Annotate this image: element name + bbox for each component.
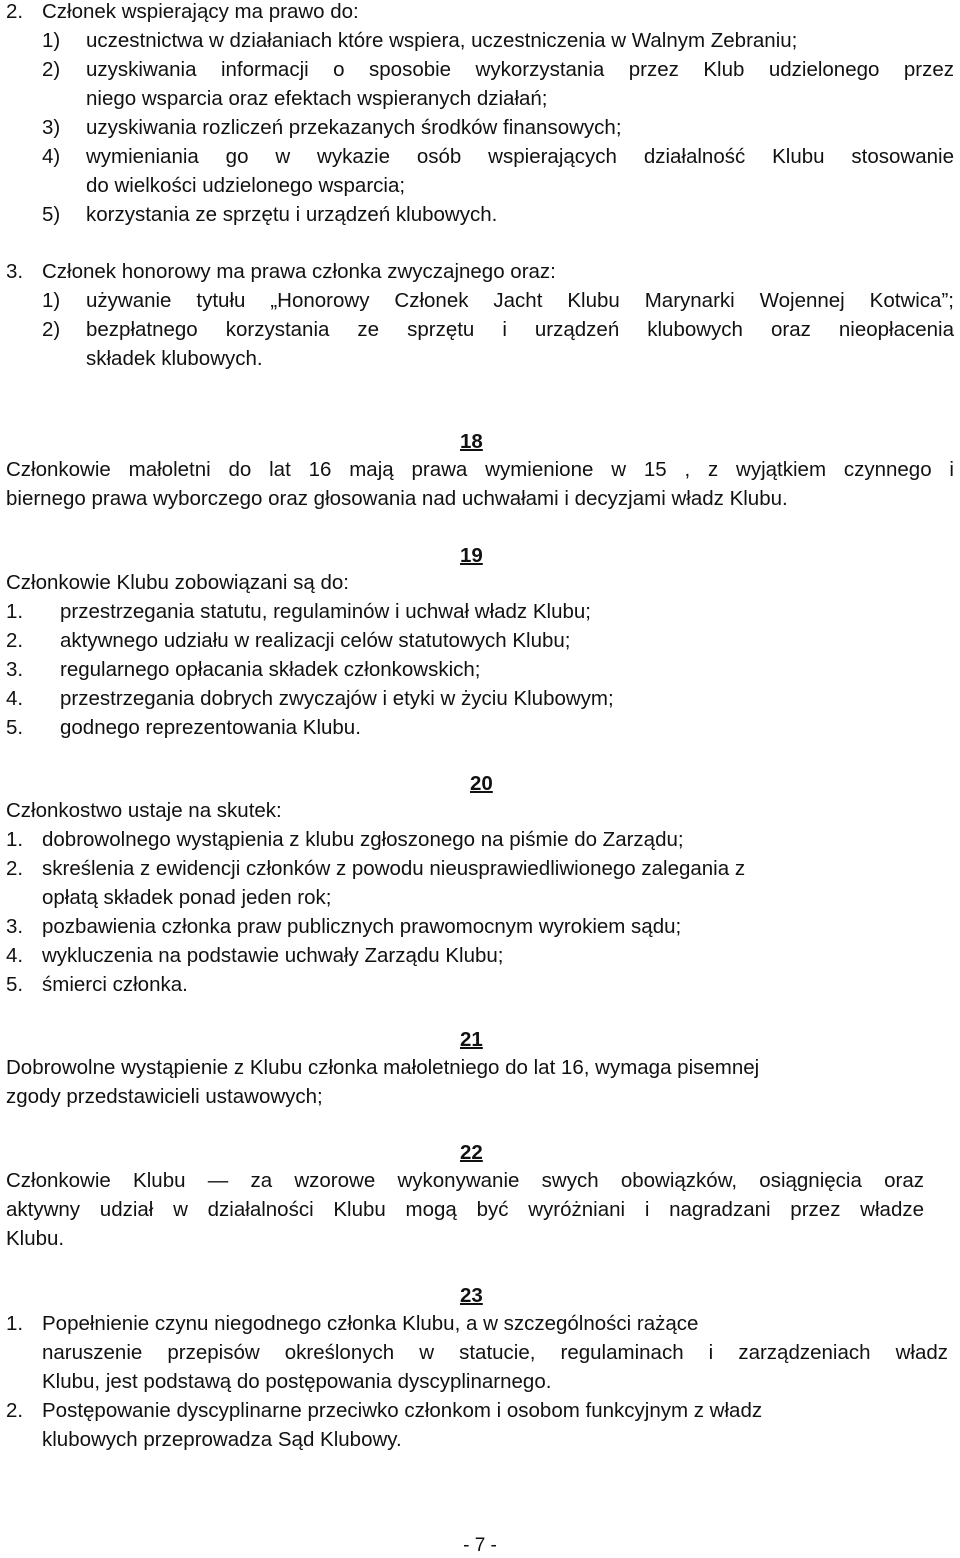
item-number: 2) <box>42 58 61 81</box>
item-number: 4) <box>42 145 61 168</box>
item-number: 1. <box>6 600 24 623</box>
paragraph-number: 2. <box>6 0 24 23</box>
item-text: korzystania ze sprzętu i urządzeń klubowych. <box>86 203 498 226</box>
item-text: przestrzegania statutu, regulaminów i uchwał władz Klubu; <box>60 600 591 623</box>
item-number: 2. <box>6 629 24 652</box>
section-heading: 20 <box>470 772 493 795</box>
item-text: Postępowanie dyscyplinarne przeciwko członkom i osobom funkcyjnym z władz <box>42 1399 763 1422</box>
paragraph-number: 3. <box>6 260 24 283</box>
item-text: przestrzegania dobrych zwyczajów i etyki w życiu Klubowym; <box>60 687 614 710</box>
item-text: Klubu, jest podstawą do postępowania dyscyplinarnego. <box>42 1370 552 1393</box>
item-text: bezpłatnego korzystania ze sprzętu i urządzeń klubowych oraz nieopłacenia <box>86 318 954 341</box>
paragraph-intro: Członek wspierający ma prawo do: <box>42 0 359 23</box>
item-text: klubowych przeprowadza Sąd Klubowy. <box>42 1428 402 1451</box>
section-text: Dobrowolne wystąpienie z Klubu członka małoletniego do lat 16, wymaga pisemnej <box>6 1056 760 1079</box>
item-text: godnego reprezentowania Klubu. <box>60 716 361 739</box>
item-text: opłatą składek ponad jeden rok; <box>42 886 332 909</box>
item-text: pozbawienia członka praw publicznych prawomocnym wyrokiem sądu; <box>42 915 682 938</box>
section-heading: 18 <box>460 430 483 453</box>
item-text: do wielkości udzielonego wsparcia; <box>86 174 406 197</box>
section-text: Członkowie małoletni do lat 16 mają prawa wymienione w 15 , z wyjątkiem czynnego i <box>6 458 954 481</box>
item-number: 3. <box>6 658 24 681</box>
paragraph-intro: Członek honorowy ma prawa członka zwyczajnego oraz: <box>42 260 556 283</box>
item-number: 3. <box>6 915 24 938</box>
item-number: 1. <box>6 1312 24 1335</box>
section-text: biernego prawa wyborczego oraz głosowania nad uchwałami i decyzjami władz Klubu. <box>6 487 788 510</box>
item-text: dobrowolnego wystąpienia z klubu zgłoszonego na piśmie do Zarządu; <box>42 828 684 851</box>
section-text: Członkowie Klubu — za wzorowe wykonywanie swych obowiązków, osiągnięcia oraz <box>6 1169 924 1192</box>
item-number: 1) <box>42 289 61 312</box>
item-text: wymieniania go w wykazie osób wspierających działalność Klubu stosowanie <box>86 145 954 168</box>
item-number: 2. <box>6 1399 24 1422</box>
section-text: zgody przedstawicieli ustawowych; <box>6 1085 323 1108</box>
item-number: 1) <box>42 29 61 52</box>
section-text: aktywny udział w działalności Klubu mogą być wyróżniani i nagradzani przez władze <box>6 1198 924 1221</box>
section-heading: 22 <box>460 1141 483 1164</box>
item-text: Popełnienie czynu niegodnego członka Klubu, a w szczególności rażące <box>42 1312 699 1335</box>
item-text: składek klubowych. <box>86 347 263 370</box>
item-number: 2) <box>42 318 61 341</box>
item-text: używanie tytułu „Honorowy Członek Jacht Klubu Marynarki Wojennej Kotwica”; <box>86 289 954 312</box>
item-text: uczestnictwa w działaniach które wspiera, uczestniczenia w Walnym Zebraniu; <box>86 29 798 52</box>
section-heading: 23 <box>460 1284 483 1307</box>
section-intro: Członkostwo ustaje na skutek: <box>6 799 282 822</box>
item-text: niego wsparcia oraz efektach wspieranych działań; <box>86 87 548 110</box>
item-number: 5. <box>6 973 24 996</box>
section-heading: 21 <box>460 1028 483 1051</box>
item-number: 4. <box>6 687 24 710</box>
item-number: 5. <box>6 716 24 739</box>
item-text: aktywnego udziału w realizacji celów statutowych Klubu; <box>60 629 571 652</box>
item-number: 3) <box>42 116 61 139</box>
page-number: - 7 - <box>463 1535 497 1556</box>
item-text: uzyskiwania informacji o sposobie wykorzystania przez Klub udzielonego przez <box>86 58 954 81</box>
item-number: 2. <box>6 857 24 880</box>
item-text: wykluczenia na podstawie uchwały Zarządu Klubu; <box>42 944 504 967</box>
item-number: 5) <box>42 203 61 226</box>
section-intro: Członkowie Klubu zobowiązani są do: <box>6 571 350 594</box>
item-text: skreślenia z ewidencji członków z powodu nieusprawiedliwionego zalegania z <box>42 857 746 880</box>
item-text: regularnego opłacania składek członkowskich; <box>60 658 481 681</box>
item-number: 4. <box>6 944 24 967</box>
item-text: śmierci członka. <box>42 973 188 996</box>
section-text: Klubu. <box>6 1227 65 1250</box>
item-number: 1. <box>6 828 24 851</box>
item-text: uzyskiwania rozliczeń przekazanych środków finansowych; <box>86 116 622 139</box>
section-heading: 19 <box>460 544 483 567</box>
item-text: naruszenie przepisów określonych w statucie, regulaminach i zarządzeniach władz <box>42 1341 948 1364</box>
